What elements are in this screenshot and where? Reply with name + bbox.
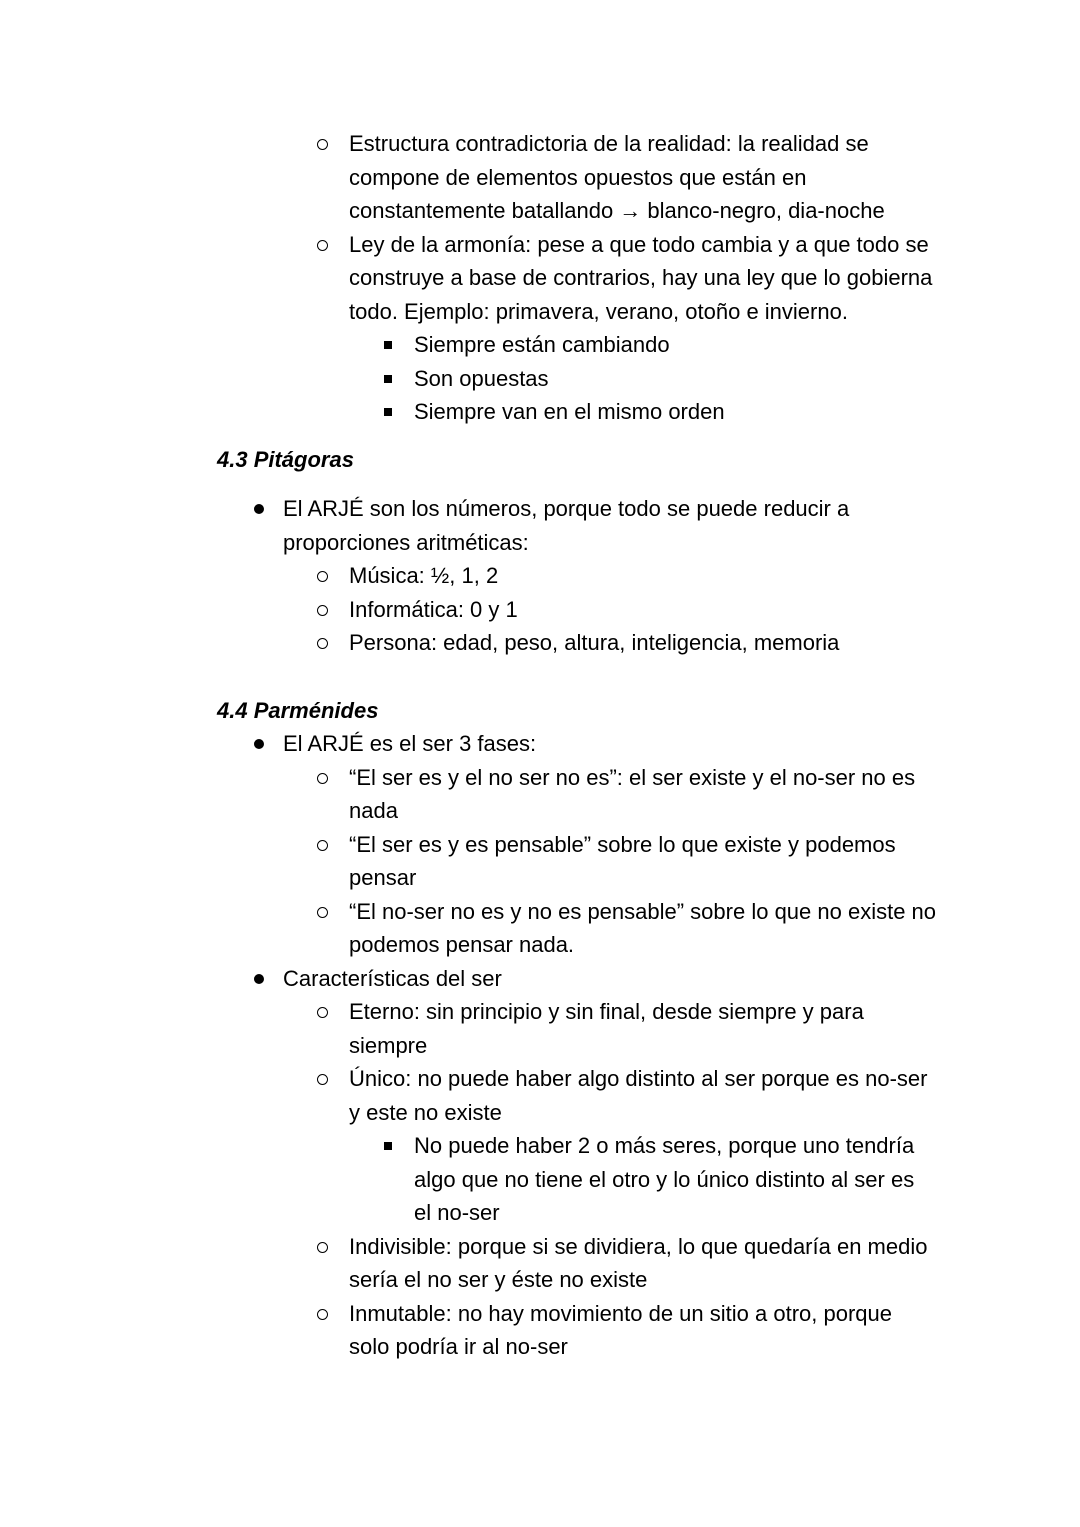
list-item xyxy=(217,362,937,396)
list-item xyxy=(217,995,937,1062)
list-item xyxy=(217,895,937,962)
list-item xyxy=(217,559,937,593)
list-item-text: Música: ½, 1, 2 xyxy=(349,563,499,588)
list-item-text: Indivisible: porque si se dividiera, lo que quedaría en medio sería el no ser y éste no existe xyxy=(349,1233,928,1292)
list-item-text: No puede haber 2 o más seres, porque uno tendría algo que no tiene el otro y lo único distinto al ser es el no-ser xyxy=(414,1133,915,1225)
list-item-text: Único: no puede haber algo distinto al ser porque es no-ser y este no existe xyxy=(349,1066,928,1125)
list-item xyxy=(217,127,937,228)
list-item-text: El ARJÉ son los números, porque todo se puede reducir a proporciones aritméticas: xyxy=(283,496,850,555)
list-item-text: Persona: edad, peso, altura, inteligencia, memoria xyxy=(349,630,840,655)
list-item xyxy=(217,228,937,329)
list-item-text: Características del ser xyxy=(283,965,502,991)
list-item-text: Estructura contradictoria de la realidad: la realidad se compone de elementos opuestos que están en constantemente batallando → blanco-negro, dia-noche xyxy=(349,131,885,223)
document-content xyxy=(217,127,937,1364)
list-item-text: “El ser es y es pensable” sobre lo que existe y podemos pensar xyxy=(349,831,896,890)
list-item xyxy=(217,1297,937,1364)
list-item xyxy=(217,962,937,996)
list-item-text: El ARJÉ es el ser 3 fases: xyxy=(283,731,537,756)
section-heading-parmenides: 4.4 Parménides xyxy=(217,697,379,723)
list-item-text: Inmutable: no hay movimiento de un sitio a otro, porque solo podría ir al no-ser xyxy=(349,1300,892,1359)
list-item xyxy=(217,626,937,660)
list-item xyxy=(217,492,937,559)
section-heading-pitagoras: 4.3 Pitágoras xyxy=(217,446,354,472)
list-item-text: Eterno: sin principio y sin final, desde siempre y para siempre xyxy=(349,999,864,1058)
list-item xyxy=(217,1230,937,1297)
list-item xyxy=(217,1129,937,1230)
list-item-text: Informática: 0 y 1 xyxy=(349,596,518,622)
list-item xyxy=(217,828,937,895)
list-item-text: Ley de la armonía: pese a que todo cambia y a que todo se construye a base de contrarios, hay una ley que lo gobierna todo. Ejemplo: primavera, verano, otoño e invierno. xyxy=(349,231,933,324)
list-item xyxy=(217,593,937,627)
list-item-text: Siempre van en el mismo orden xyxy=(414,399,725,424)
list-item-text: “El ser es y el no ser no es”: el ser existe y el no-ser no es nada xyxy=(349,764,916,823)
list-item-text: Siempre están cambiando xyxy=(414,332,670,357)
list-item xyxy=(217,727,937,761)
list-item xyxy=(217,395,937,429)
list-item xyxy=(217,761,937,828)
list-item-text: Son opuestas xyxy=(414,365,549,391)
list-item xyxy=(217,1062,937,1129)
list-item-text: “El no-ser no es y no es pensable” sobre lo que no existe no podemos pensar nada. xyxy=(349,898,937,957)
list-item xyxy=(217,328,937,362)
